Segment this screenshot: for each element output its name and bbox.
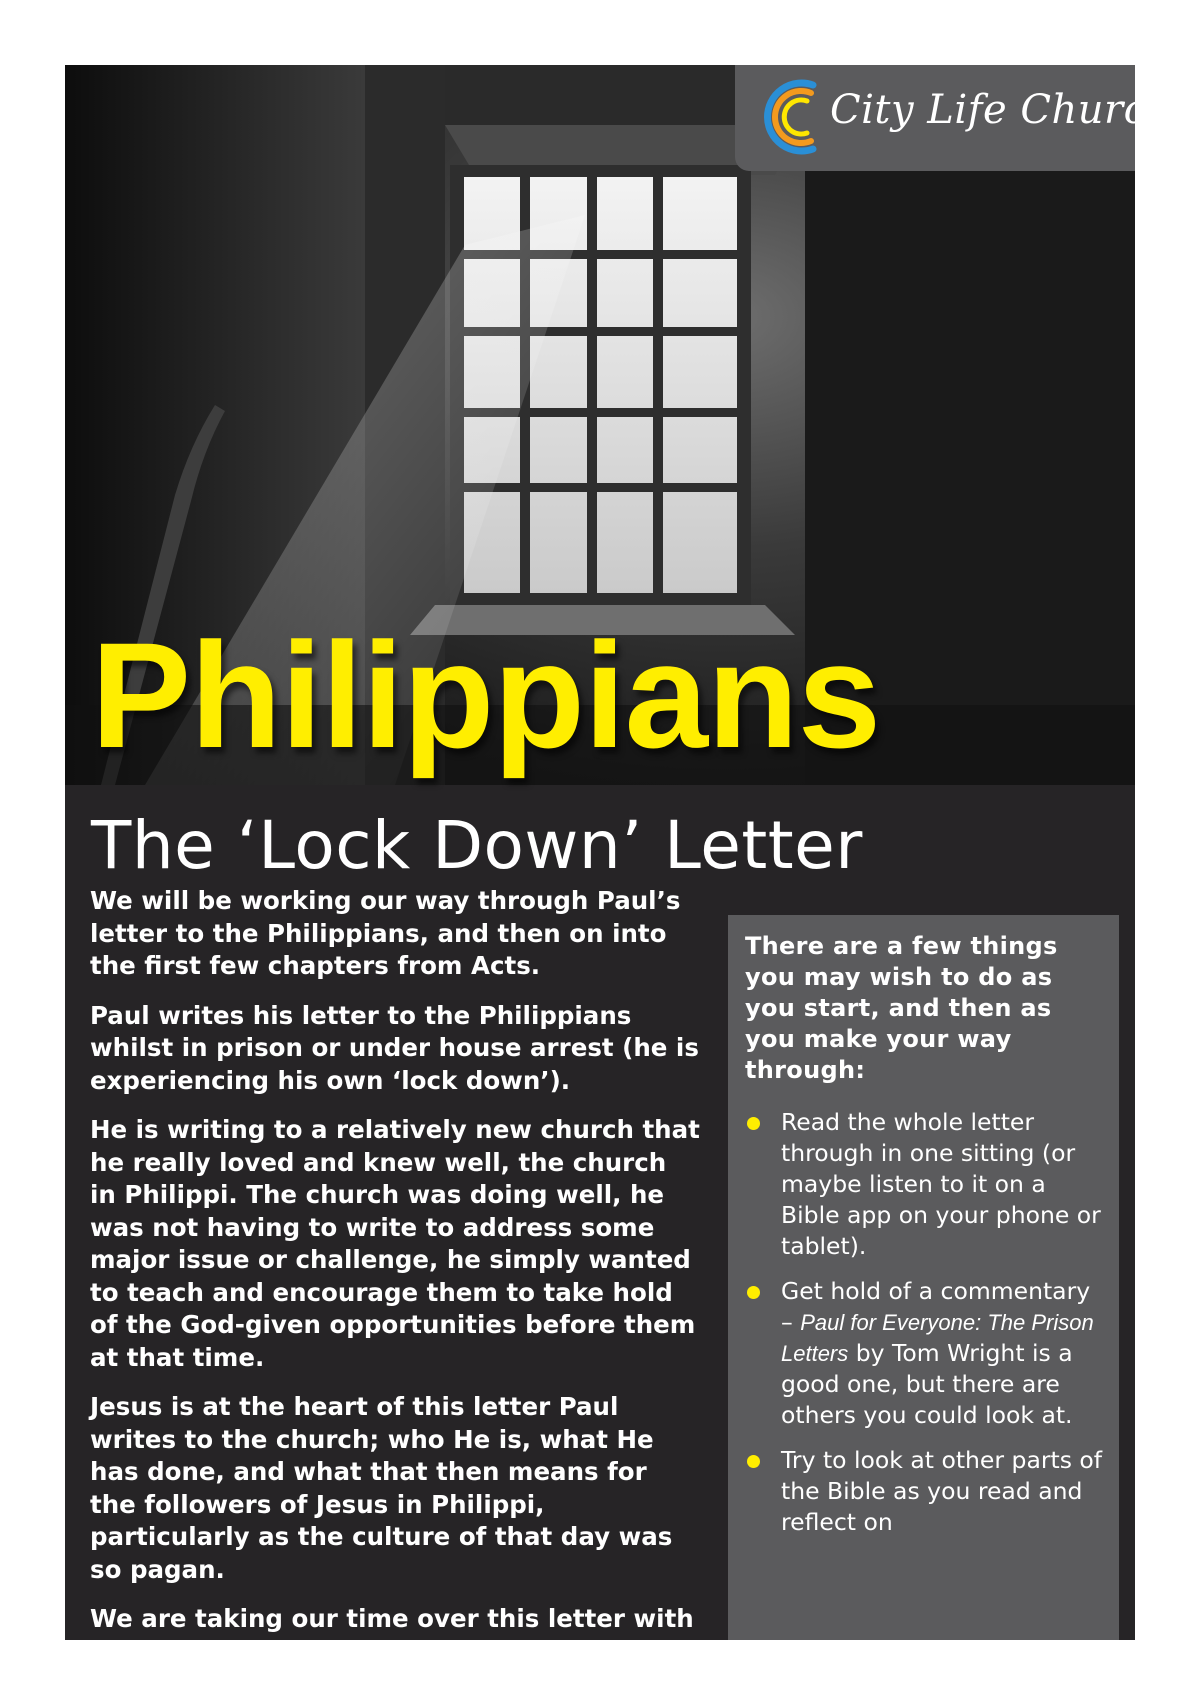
cover-panel (65, 65, 1173, 1666)
intro-paragraph: He is writing to a relatively new church that he really loved and knew well, the church in Philippi. The church was doing well, he was not having to write to address some major issue or challenge, he simply wanted to teach and encourage them to take hold of the God-given opportunities before them at that time. (90, 1115, 700, 1372)
suggestions-box (728, 915, 1119, 1640)
list-item-text: Read the whole letter through in one sitting (or maybe listen to it on a Bible app on your phone or tablet). (781, 1108, 1101, 1260)
intro-paragraph: We will be working our way through Paul’s letter to the Philippians, and then on into the first few chapters from Acts. (90, 886, 681, 980)
list-item (745, 1107, 1105, 1262)
list-item (745, 1276, 1105, 1431)
logo-box (735, 65, 1173, 171)
bullet-dot-icon (747, 1117, 760, 1130)
list-item-text: Try to look at other parts of the Bible as you read and reflect on (781, 1446, 1103, 1536)
book-title: Paul for Everyone: The Prison Letters (781, 1310, 1094, 1366)
intro-paragraph: Paul writes his letter to the Philippians whilst in prison or under house arrest (he is experiencing his own ‘lock down’). (90, 1000, 699, 1095)
suggestions-intro: There are a few things you may wish to do as you start, and then as you make your way through: (745, 932, 1058, 1084)
list-item-text: by Tom Wright is a good one, but there are others you could look at. (781, 1339, 1073, 1429)
list-item-text: Get hold of a commentary – (781, 1277, 1091, 1336)
bullet-dot-icon (747, 1455, 760, 1468)
church-logo-mark (753, 75, 833, 159)
list-item (745, 1445, 1105, 1538)
bullet-dot-icon (747, 1286, 760, 1299)
intro-paragraph: We are taking our time over this letter with just a few verses to look at each day, and (90, 1604, 694, 1666)
page-subtitle: The ‘Lock Down’ Letter (91, 807, 863, 884)
logo-wordmark: City Life Church (830, 87, 1173, 133)
intro-text-column (90, 885, 700, 1685)
suggestions-list (745, 1107, 1105, 1552)
intro-paragraph: Jesus is at the heart of this letter Paul writes to the church; who He is, what He has done, and what that then means for the followers of Jesus in Philippi, particularly as the culture of that day was so pagan. (90, 1392, 673, 1584)
page-title: Philippians (91, 611, 881, 779)
